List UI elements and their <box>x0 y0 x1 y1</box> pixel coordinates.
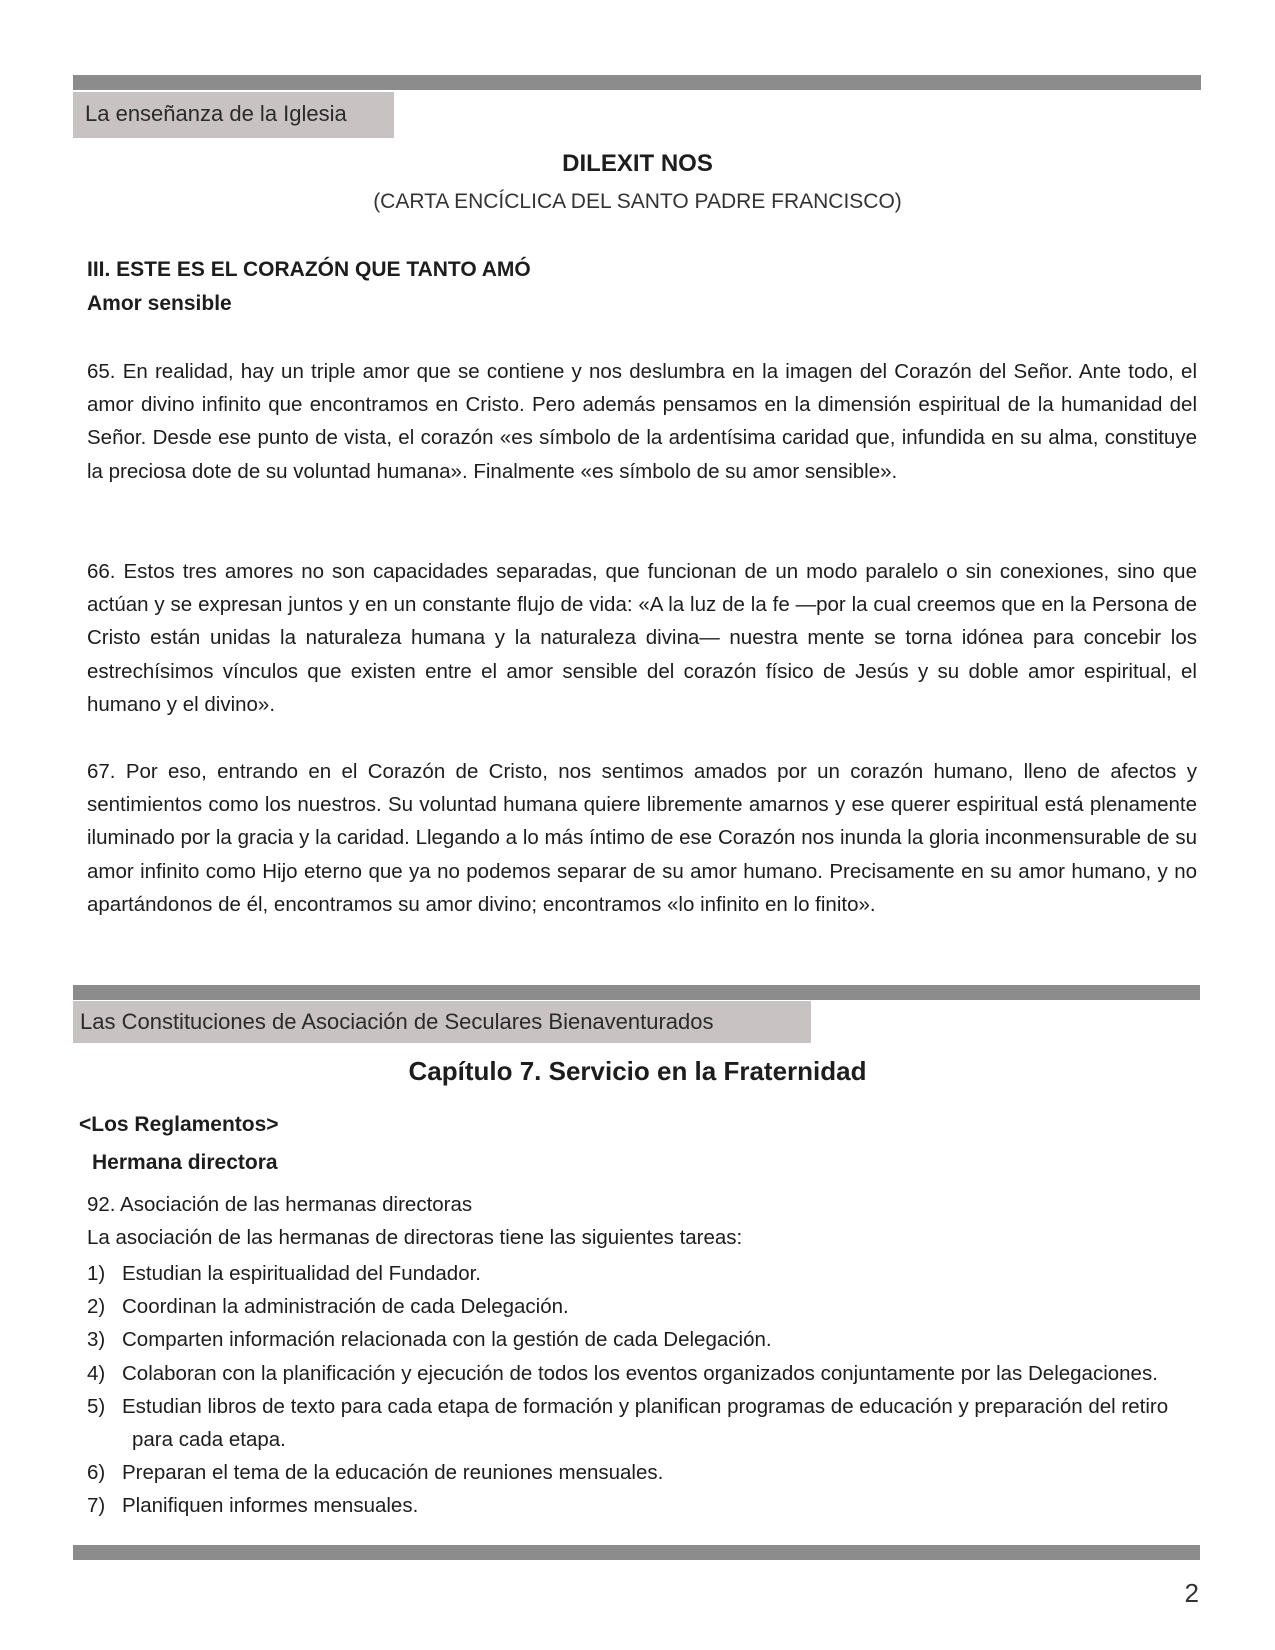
list-number: 7) <box>87 1494 106 1518</box>
list-number: 3) <box>87 1328 106 1352</box>
list-text: Comparten información relacionada con la gestión de cada Delegación. <box>122 1328 772 1352</box>
list-text: Coordinan la administración de cada Delegación. <box>122 1295 569 1319</box>
subsection-heading: Hermana directora <box>92 1151 278 1174</box>
list-text: Preparan el tema de la educación de reuniones mensuales. <box>122 1461 664 1485</box>
section-subheading: Amor sensible <box>87 292 232 315</box>
section-heading: III. ESTE ES EL CORAZÓN QUE TANTO AMÓ <box>87 258 531 281</box>
section-tab-church-teaching: La enseñanza de la Iglesia <box>73 92 394 138</box>
list-text: Estudian la espiritualidad del Fundador. <box>122 1262 481 1285</box>
list-item <box>87 1290 1199 1323</box>
list-number: 1) <box>87 1262 106 1285</box>
article-title: 92. Asociación de las hermanas directoras <box>87 1193 473 1216</box>
page-number: 2 <box>1184 1578 1199 1608</box>
list-item <box>87 1456 1199 1489</box>
list-number: 6) <box>87 1461 106 1485</box>
list-number: 2) <box>87 1295 106 1319</box>
list-item <box>87 1257 1199 1290</box>
paragraph-65: 65. En realidad, hay un triple amor que se contiene y nos deslumbra en la imagen del Corazón del Señor. Ante todo, el amor divino infinito que encontramos en Cristo. Pero además pensamos en la dimensión espiritual de la humanidad del Señor. Desde ese punto de vista, el corazón «es símbolo de la ardentísima caridad que, infundida en su alma, constituye la preciosa dote de su voluntad humana». Finalmente «es símbolo de su amor sensible». <box>87 360 1197 483</box>
list-text: Planifiquen informes mensuales. <box>122 1494 419 1518</box>
paragraph-66: 66. Estos tres amores no son capacidades separadas, que funcionan de un modo paralelo o sin conexiones, sino que actúan y se expresan juntos y en un constante flujo de vida: «A la luz de la fe —por la cual creemos que en la Persona de Cristo están unidas la naturaleza humana y la naturaleza divina— nuestra mente se torna idónea para concebir los estrechísimos vínculos que existen entre el amor sensible del corazón físico de Jesús y su doble amor espiritual, el humano y el divino». <box>87 560 1197 716</box>
list-text: Estudian libros de texto para cada etapa de formación y planifican programas de educación y preparación del retiro para cada etapa. <box>122 1394 1169 1452</box>
paragraph-67: 67. Por eso, entrando en el Corazón de Cristo, nos sentimos amados por un corazón humano, lleno de afectos y sentimientos como los nuestros. Su voluntad humana quiere libremente amarnos y ese querer espiritual está plenamente iluminado por la gracia y la caridad. Llegando a lo más íntimo de ese Corazón nos inunda la gloria inconmensurable de su amor infinito como Hijo eterno que ya no podemos separar de su amor humano. Precisamente en su amor humano, y no apartándonos de él, encontramos su amor divino; encontramos «lo infinito en lo finito». <box>87 760 1197 916</box>
list-text: Colaboran con la planificación y ejecución de todos los eventos organizados conjuntamente por las Delegaciones. <box>122 1361 1158 1385</box>
section-tab-constitutions: Las Constituciones de Asociación de Seculares Bienaventurados <box>73 1001 811 1043</box>
list-item <box>87 1390 1199 1456</box>
list-item <box>87 1323 1199 1356</box>
chapter-title: Capítulo 7. Servicio en la Fraternidad <box>408 1056 867 1086</box>
bottom-divider-bar <box>73 1545 1200 1560</box>
list-item <box>87 1357 1199 1390</box>
list-item <box>87 1489 1199 1522</box>
list-number: 5) <box>87 1394 106 1418</box>
document-subtitle: (CARTA ENCÍCLICA DEL SANTO PADRE FRANCISCO) <box>373 190 902 213</box>
top-divider-bar <box>73 75 1201 90</box>
middle-divider-bar <box>73 985 1200 1000</box>
document-title: DILEXIT NOS <box>562 150 713 177</box>
list-number: 4) <box>87 1361 106 1385</box>
task-list <box>87 1257 1199 1523</box>
reglamentos-heading: <Los Reglamentos> <box>79 1113 279 1136</box>
article-intro: La asociación de las hermanas de directoras tiene las siguientes tareas: <box>87 1226 743 1249</box>
